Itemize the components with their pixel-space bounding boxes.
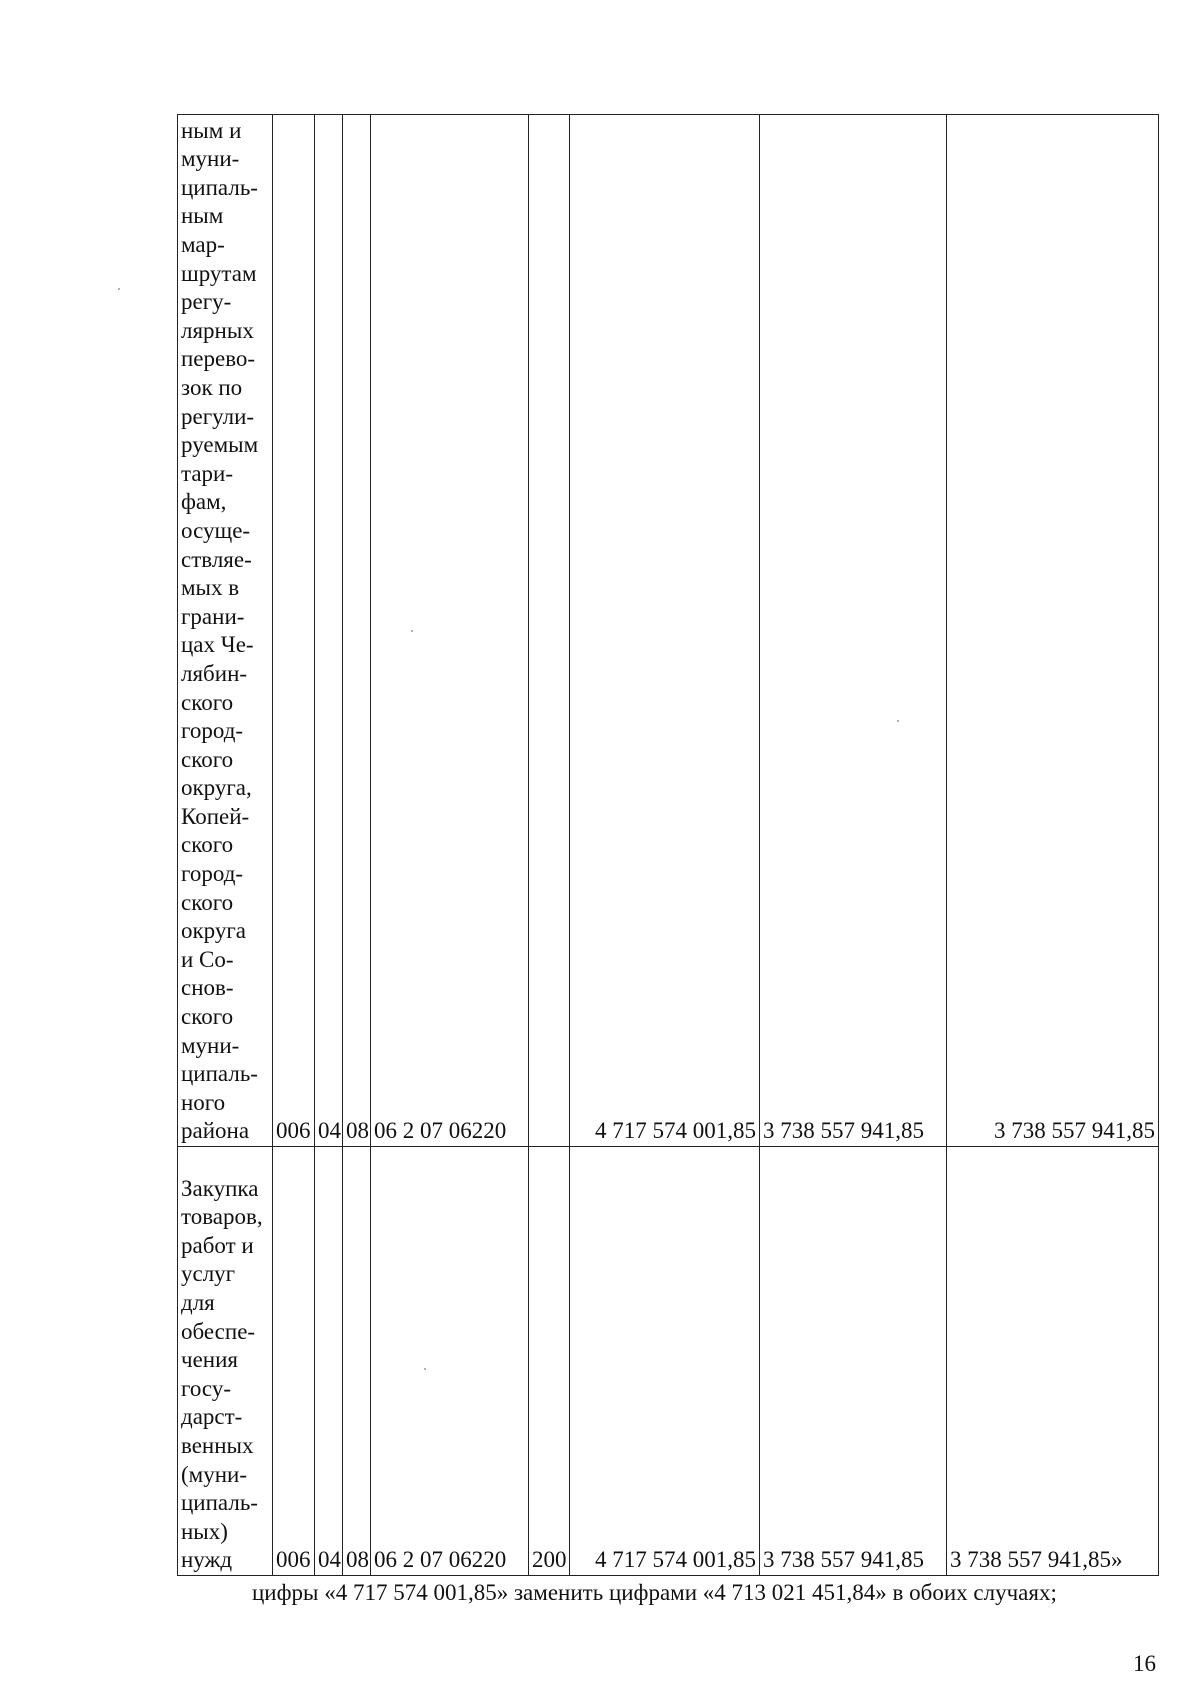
row-name-cell: Закупка товаров, работ и услуг для обеспе- чения госу- дарст- венных (муни- ципаль- ных) нужд: [178, 1147, 273, 1576]
amount-1-cell: 4 717 574 001,85: [570, 115, 760, 1147]
table-row: [178, 115, 1159, 1147]
scan-speck: [424, 1368, 426, 1370]
target-article-cell: 06 2 07 06220: [371, 1147, 529, 1576]
amendment-note: цифры «4 717 574 001,85» заменить цифрами «4 713 021 451,84» в обоих случаях;: [252, 1580, 1057, 1605]
scan-speck: [118, 288, 120, 290]
amount-2-cell: 3 738 557 941,85: [760, 1147, 947, 1576]
table-row: [178, 1147, 1159, 1576]
budget-table: [177, 114, 1159, 1576]
section-code-cell: 04: [315, 1147, 343, 1576]
scan-speck: [897, 720, 899, 722]
ministry-code-cell: 006: [273, 115, 315, 1147]
scan-speck: [411, 630, 413, 632]
target-article-cell: 06 2 07 06220: [371, 115, 529, 1147]
amount-3-cell: 3 738 557 941,85: [947, 115, 1159, 1147]
expense-type-cell: [529, 115, 570, 1147]
amount-1-cell: 4 717 574 001,85: [570, 1147, 760, 1576]
page-number: 16: [1133, 1651, 1156, 1676]
section-code-cell: 04: [315, 115, 343, 1147]
amount-2-cell: 3 738 557 941,85: [760, 115, 947, 1147]
subsection-code-cell: 08: [343, 115, 371, 1147]
expense-type-cell: 200: [529, 1147, 570, 1576]
amount-3-cell: 3 738 557 941,85»: [947, 1147, 1159, 1576]
subsection-code-cell: 08: [343, 1147, 371, 1576]
row-name-cell: ным и муни- ципаль- ным мар- шрутам регу- лярных перево- зок по регули- руемым тари- фам, осуще- ствляе- мых в грани- цах Че- лябин- ского город- ского округа, Копей- ского город- ского округа и Со- снов- ского муни- ципаль- ного района: [178, 115, 273, 1147]
ministry-code-cell: 006: [273, 1147, 315, 1576]
